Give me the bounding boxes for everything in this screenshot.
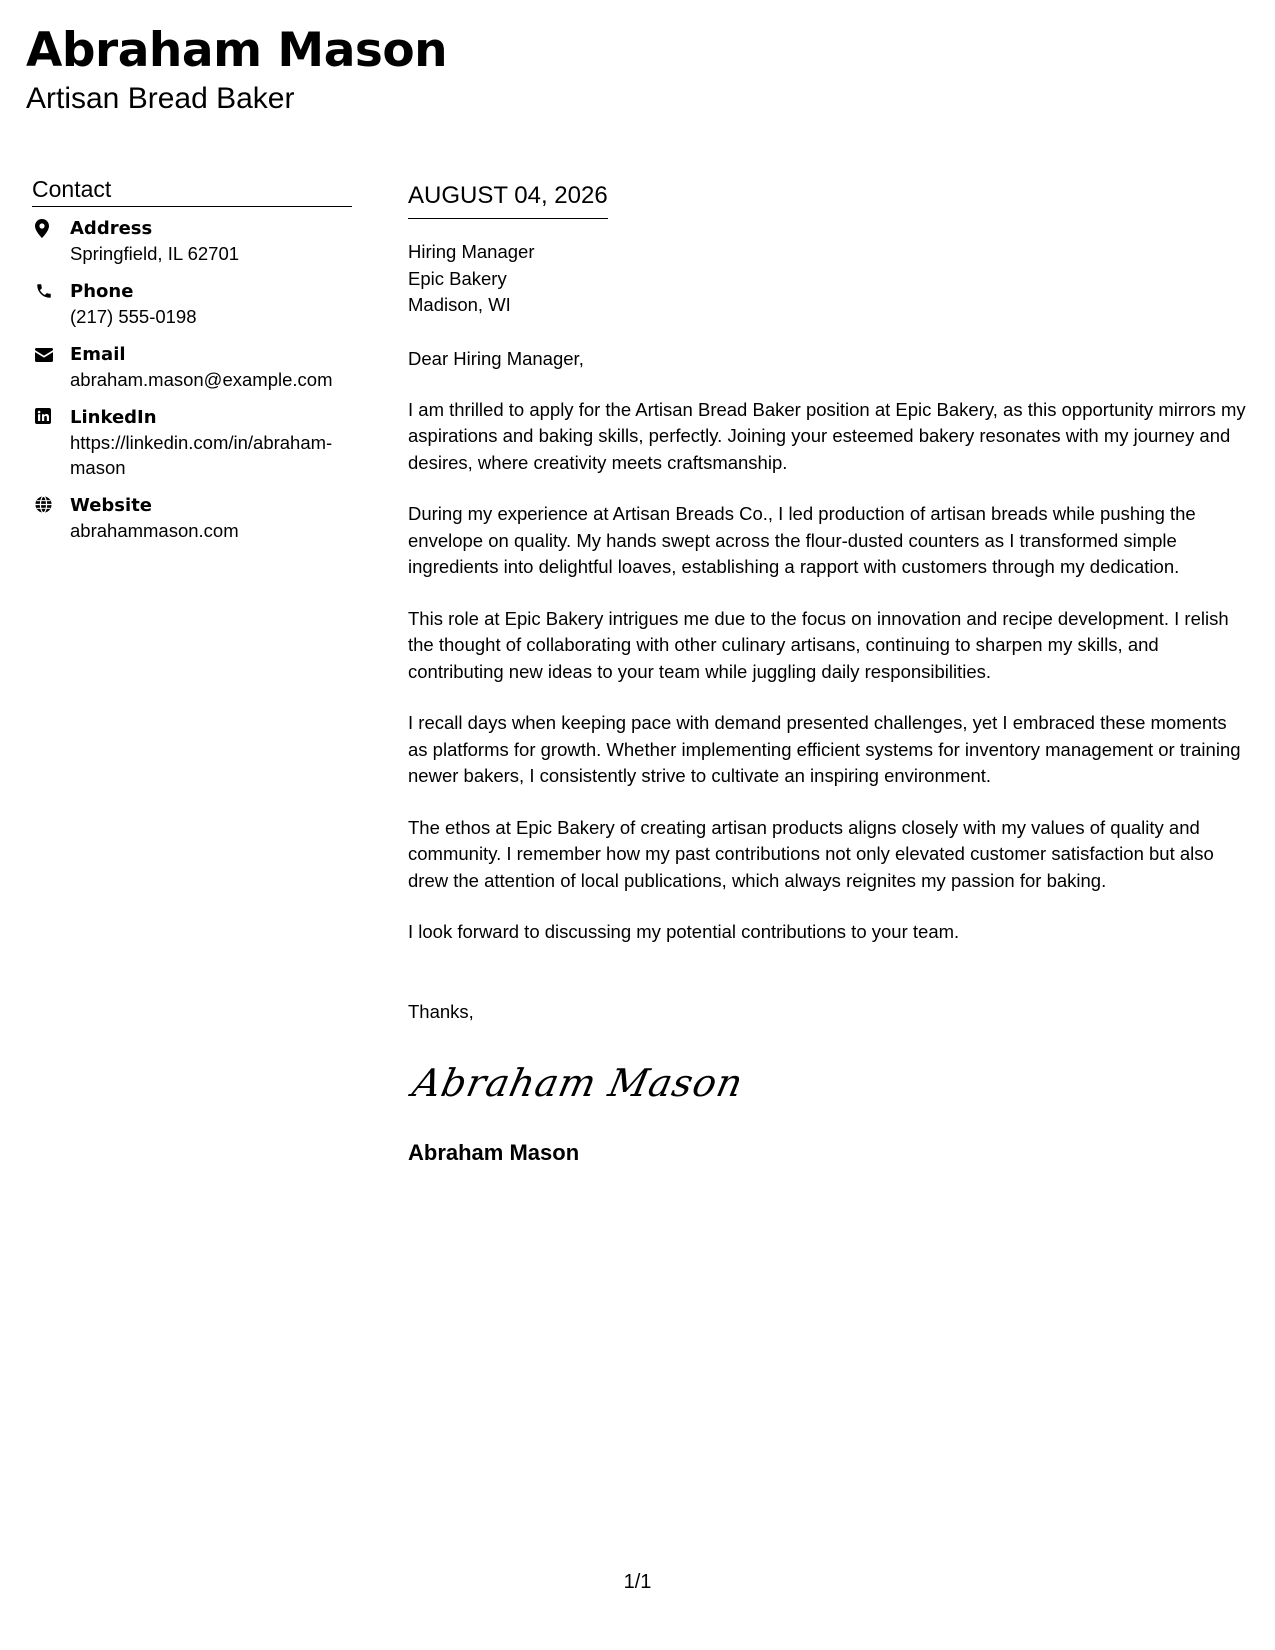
recipient-block bbox=[408, 239, 1246, 319]
linkedin-icon bbox=[32, 406, 70, 424]
linkedin-value[interactable]: https://linkedin.com/in/abraham-mason bbox=[70, 432, 333, 478]
phone-icon bbox=[32, 280, 70, 300]
contact-sidebar bbox=[32, 175, 352, 557]
letter-paragraph: I am thrilled to apply for the Artisan Bread Baker position at Epic Bakery, as this opportunity mirrors my aspirations and baking skills, perfectly. Joining your esteemed bakery resonates with my journey and desires, where creativity meets craftsmanship. bbox=[408, 398, 1246, 473]
letter-body bbox=[408, 178, 1246, 1167]
greeting: Dear Hiring Manager, bbox=[408, 347, 584, 369]
contact-item-website bbox=[32, 494, 352, 543]
closing: Thanks, bbox=[408, 1000, 474, 1022]
contact-heading: Contact bbox=[32, 175, 352, 207]
handwritten-signature: Abraham Mason bbox=[408, 1060, 748, 1105]
recipient-line: Hiring Manager bbox=[408, 241, 535, 262]
letter-paragraph: During my experience at Artisan Breads Co., I led production of artisan breads while pushing the envelope on quality. My hands swept across the flour-dusted counters as I transformed simple ingredients into delightful loaves, establishing a rapport with customers through my dedication. bbox=[408, 503, 1196, 577]
website-value[interactable]: abrahammason.com bbox=[70, 520, 239, 541]
recipient-line: Madison, WI bbox=[408, 294, 511, 315]
contact-label: LinkedIn bbox=[70, 407, 157, 428]
contact-label: Email bbox=[70, 344, 126, 365]
header bbox=[26, 22, 447, 116]
map-pin-icon bbox=[32, 217, 70, 238]
letter-paragraph: I look forward to discussing my potential contributions to your team. bbox=[408, 921, 960, 942]
contact-label: Website bbox=[70, 495, 153, 516]
contact-item-email bbox=[32, 343, 352, 392]
globe-icon bbox=[32, 494, 70, 513]
signer-name: Abraham Mason bbox=[408, 1139, 580, 1165]
envelope-icon bbox=[32, 343, 70, 362]
contact-item-phone bbox=[32, 280, 352, 329]
contact-label: Phone bbox=[70, 281, 134, 302]
letter-date: AUGUST 04, 2026 bbox=[408, 182, 608, 219]
contact-item-linkedin bbox=[32, 406, 352, 480]
job-title: Artisan Bread Baker bbox=[26, 82, 295, 115]
page-number: 1/1 bbox=[623, 1571, 652, 1593]
letter-paragraph: This role at Epic Bakery intrigues me due to the focus on innovation and recipe development. I relish the thought of collaborating with other culinary artisans, continuing to sharpen my skills, and contributing new ideas to your team while juggling daily responsibilities. bbox=[408, 607, 1229, 682]
applicant-name: Abraham Mason bbox=[26, 23, 448, 78]
contact-item-address bbox=[32, 217, 352, 266]
email-value[interactable]: abraham.mason@example.com bbox=[70, 369, 333, 390]
letter-paragraph: I recall days when keeping pace with demand presented challenges, yet I embraced these moments as platforms for growth. Whether implementing efficient systems for inventory management or training newer bakers, I consistently strive to cultivate an inspiring environment. bbox=[408, 712, 1241, 786]
contact-label: Address bbox=[70, 218, 153, 239]
address-value: Springfield, IL 62701 bbox=[70, 243, 240, 264]
recipient-line: Epic Bakery bbox=[408, 267, 507, 289]
letter-paragraph: The ethos at Epic Bakery of creating artisan products aligns closely with my values of quality and community. I remember how my past contributions not only elevated customer satisfaction but also drew the attention of local publications, which always reignites my passion for baking. bbox=[408, 816, 1214, 891]
phone-value: (217) 555-0198 bbox=[70, 306, 197, 327]
